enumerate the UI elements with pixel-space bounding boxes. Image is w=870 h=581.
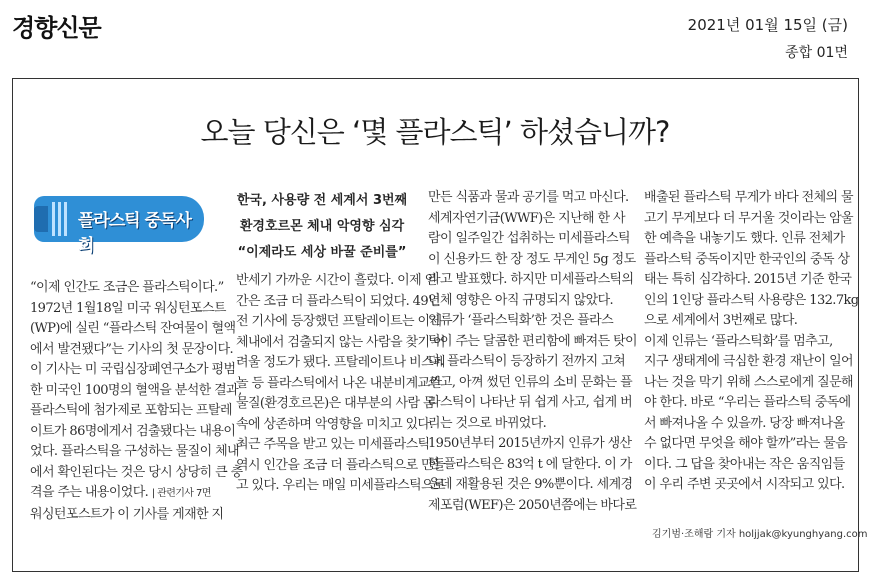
body-line: 만든 식품과 물과 공기를 먹고 마신다.: [428, 190, 629, 205]
body-line: 속에 상존하며 악영향을 미치고 있다.: [236, 416, 434, 432]
subheadline-block: [222, 188, 422, 266]
article-headline: 오늘 당신은 ‘몇 플라스틱’ 하셨습니까?: [200, 115, 670, 149]
body-line: 에서 발견됐다”는 기사의 첫 문장이다.: [30, 341, 234, 357]
body-line: 놀 등 플라스틱에서 나온 내분비계교란: [236, 375, 442, 391]
body-line: (WP)에 실린 “플라스틱 잔여물이 혈액: [30, 321, 236, 336]
subheadline-2: 환경호르몬 체내 악영향 심각: [239, 219, 405, 234]
body-line: 워싱턴포스트가 이 기사를 게재한 지: [30, 506, 224, 522]
body-line: 플라스틱 중독이지만 한국인의 중독 상: [644, 251, 850, 267]
body-line: 이 신용카드 한 장 정도 무게인 5g 정도: [428, 251, 636, 267]
body-line: 이 우리 주변 곳곳에서 시작되고 있다.: [644, 477, 845, 492]
body-line: 려울 정도가 됐다. 프탈레이트나 비스페: [236, 355, 445, 370]
body-line: 야 한다. 바로 “우리는 플라스틱 중독에: [644, 395, 851, 410]
body-line: 리는 것으로 바뀌었다.: [428, 415, 547, 431]
body-line: 틱이 주는 달콤한 편리함에 빠져든 탓이: [428, 333, 637, 349]
body-line: 에서 확인된다는 것은 당시 상당히 큰 충: [30, 464, 243, 480]
body-line: 이제 인류는 ‘플라스틱화’를 멈추고,: [644, 333, 833, 349]
author-byline: 김기범·조해람 기자 holjjak@kyunghyang.com: [652, 529, 868, 540]
newspaper-masthead: 경향신문: [12, 14, 101, 42]
body-line-with-ref: [30, 483, 230, 505]
body-line: 다. 플라스틱이 등장하기 전까지 고쳐: [428, 354, 626, 369]
publication-date: 2021년 01월 15일 (금): [687, 16, 848, 34]
related-article-ref: | 관련기사 7면: [151, 488, 211, 499]
body-line: 라스틱이 나타난 뒤 쉽게 사고, 쉽게 버: [428, 395, 633, 410]
body-line: 라고 발표했다. 하지만 미세플라스틱의: [428, 272, 634, 287]
body-line: 전 기사에 등장했던 프탈레이트는 이제: [236, 314, 442, 329]
body-line: 최근 주목을 받고 있는 미세플라스틱: [236, 437, 430, 452]
body-line: 반세기 가까운 시간이 흘렀다. 이제 인: [236, 273, 437, 288]
body-line: 운데 재활용된 것은 9%뿐이다. 세계경: [428, 477, 633, 492]
body-line: 인의 1인당 플라스틱 사용량은 132.7kg: [644, 292, 859, 308]
body-line: 서 빠져나올 수 있을까. 당장 빠져나올: [644, 415, 845, 431]
body-line: 1972년 1월18일 미국 워싱턴포스트: [30, 300, 226, 316]
body-line: 이 기사는 미 국립심장폐연구소가 평범: [30, 362, 236, 377]
body-line: 간은 조금 더 플라스틱이 되었다. 49년: [236, 293, 440, 309]
body-line: 고 있다. 우리는 매일 미세플라스틱으로: [236, 478, 445, 493]
body-line: 쓰고, 아껴 썼던 인류의 소비 문화는 플: [428, 374, 633, 390]
body-line: 나는 것을 막기 위해 스스로에게 질문해: [644, 374, 853, 390]
body-column-2: [236, 271, 445, 497]
bottle-cap-icon: [34, 206, 48, 232]
body-column-1: [30, 278, 243, 525]
body-line: 제포럼(WEF)은 2050년쯤에는 바다로: [428, 497, 637, 513]
body-line: 태는 특히 심각하다. 2015년 기준 한국: [644, 272, 852, 287]
body-line: 고기 무게보다 더 무거울 것이라는 암울: [644, 210, 853, 226]
body-column-3: [428, 188, 637, 516]
body-line: 물질(환경호르몬)은 대부분의 사람 몸: [236, 396, 435, 411]
subheadline-1: 한국, 사용량 전 세계서 3번째: [236, 193, 408, 208]
body-line: 한 미국인 100명의 혈액을 분석한 결과,: [30, 382, 242, 398]
body-line: 었다. 플라스틱을 구성하는 물질이 체내: [30, 444, 239, 459]
body-line: 인류가 ‘플라스틱화’한 것은 플라스: [428, 313, 614, 328]
body-line: 플라스틱에 첨가제로 포함되는 프탈레: [30, 403, 232, 418]
body-line: 한 예측을 내놓기도 했다. 인류 전체가: [644, 231, 845, 246]
body-line: 이트가 86명에게서 검출됐다는 내용이: [30, 423, 236, 439]
body-line: 격을 주는 내용이었다.: [30, 485, 149, 500]
body-line: 역시 인간을 조금 더 플라스틱으로 만들: [236, 457, 445, 473]
body-line: 람이 일주일간 섭취하는 미세플라스틱: [428, 231, 630, 246]
body-line: 한 플라스틱은 83억 t 에 달한다. 이 가: [428, 456, 632, 472]
body-line: 이다. 그 답을 찾아내는 작은 움직임들: [644, 456, 845, 472]
body-column-4: [644, 188, 859, 496]
series-logo-label: 플라스틱 중독사회: [78, 211, 191, 256]
series-logo: [34, 196, 204, 256]
body-line: 배출된 플라스틱 무게가 바다 전체의 물: [644, 190, 853, 205]
body-line: 지구 생태계에 극심한 환경 재난이 일어: [644, 354, 853, 369]
subheadline-3: “이제라도 세상 바꿀 준비를”: [237, 245, 407, 260]
body-line: 1950년부터 2015년까지 인류가 생산: [428, 436, 632, 451]
body-line: 으로 세계에서 3번째로 많다.: [644, 313, 798, 328]
body-line: 세계자연기금(WWF)은 지난해 한 사: [428, 210, 625, 226]
page-section: 종합 01면: [785, 45, 848, 61]
bottle-ribs-icon: [52, 202, 70, 236]
body-line: 체내에서 검출되지 않는 사람을 찾기 어: [236, 334, 445, 350]
body-line: 수 없다면 무엇을 해야 할까”라는 물음: [644, 436, 848, 451]
body-line: 인체 영향은 아직 규명되지 않았다.: [428, 292, 614, 308]
body-line: “이제 인간도 조금은 플라스틱이다.”: [30, 280, 224, 295]
